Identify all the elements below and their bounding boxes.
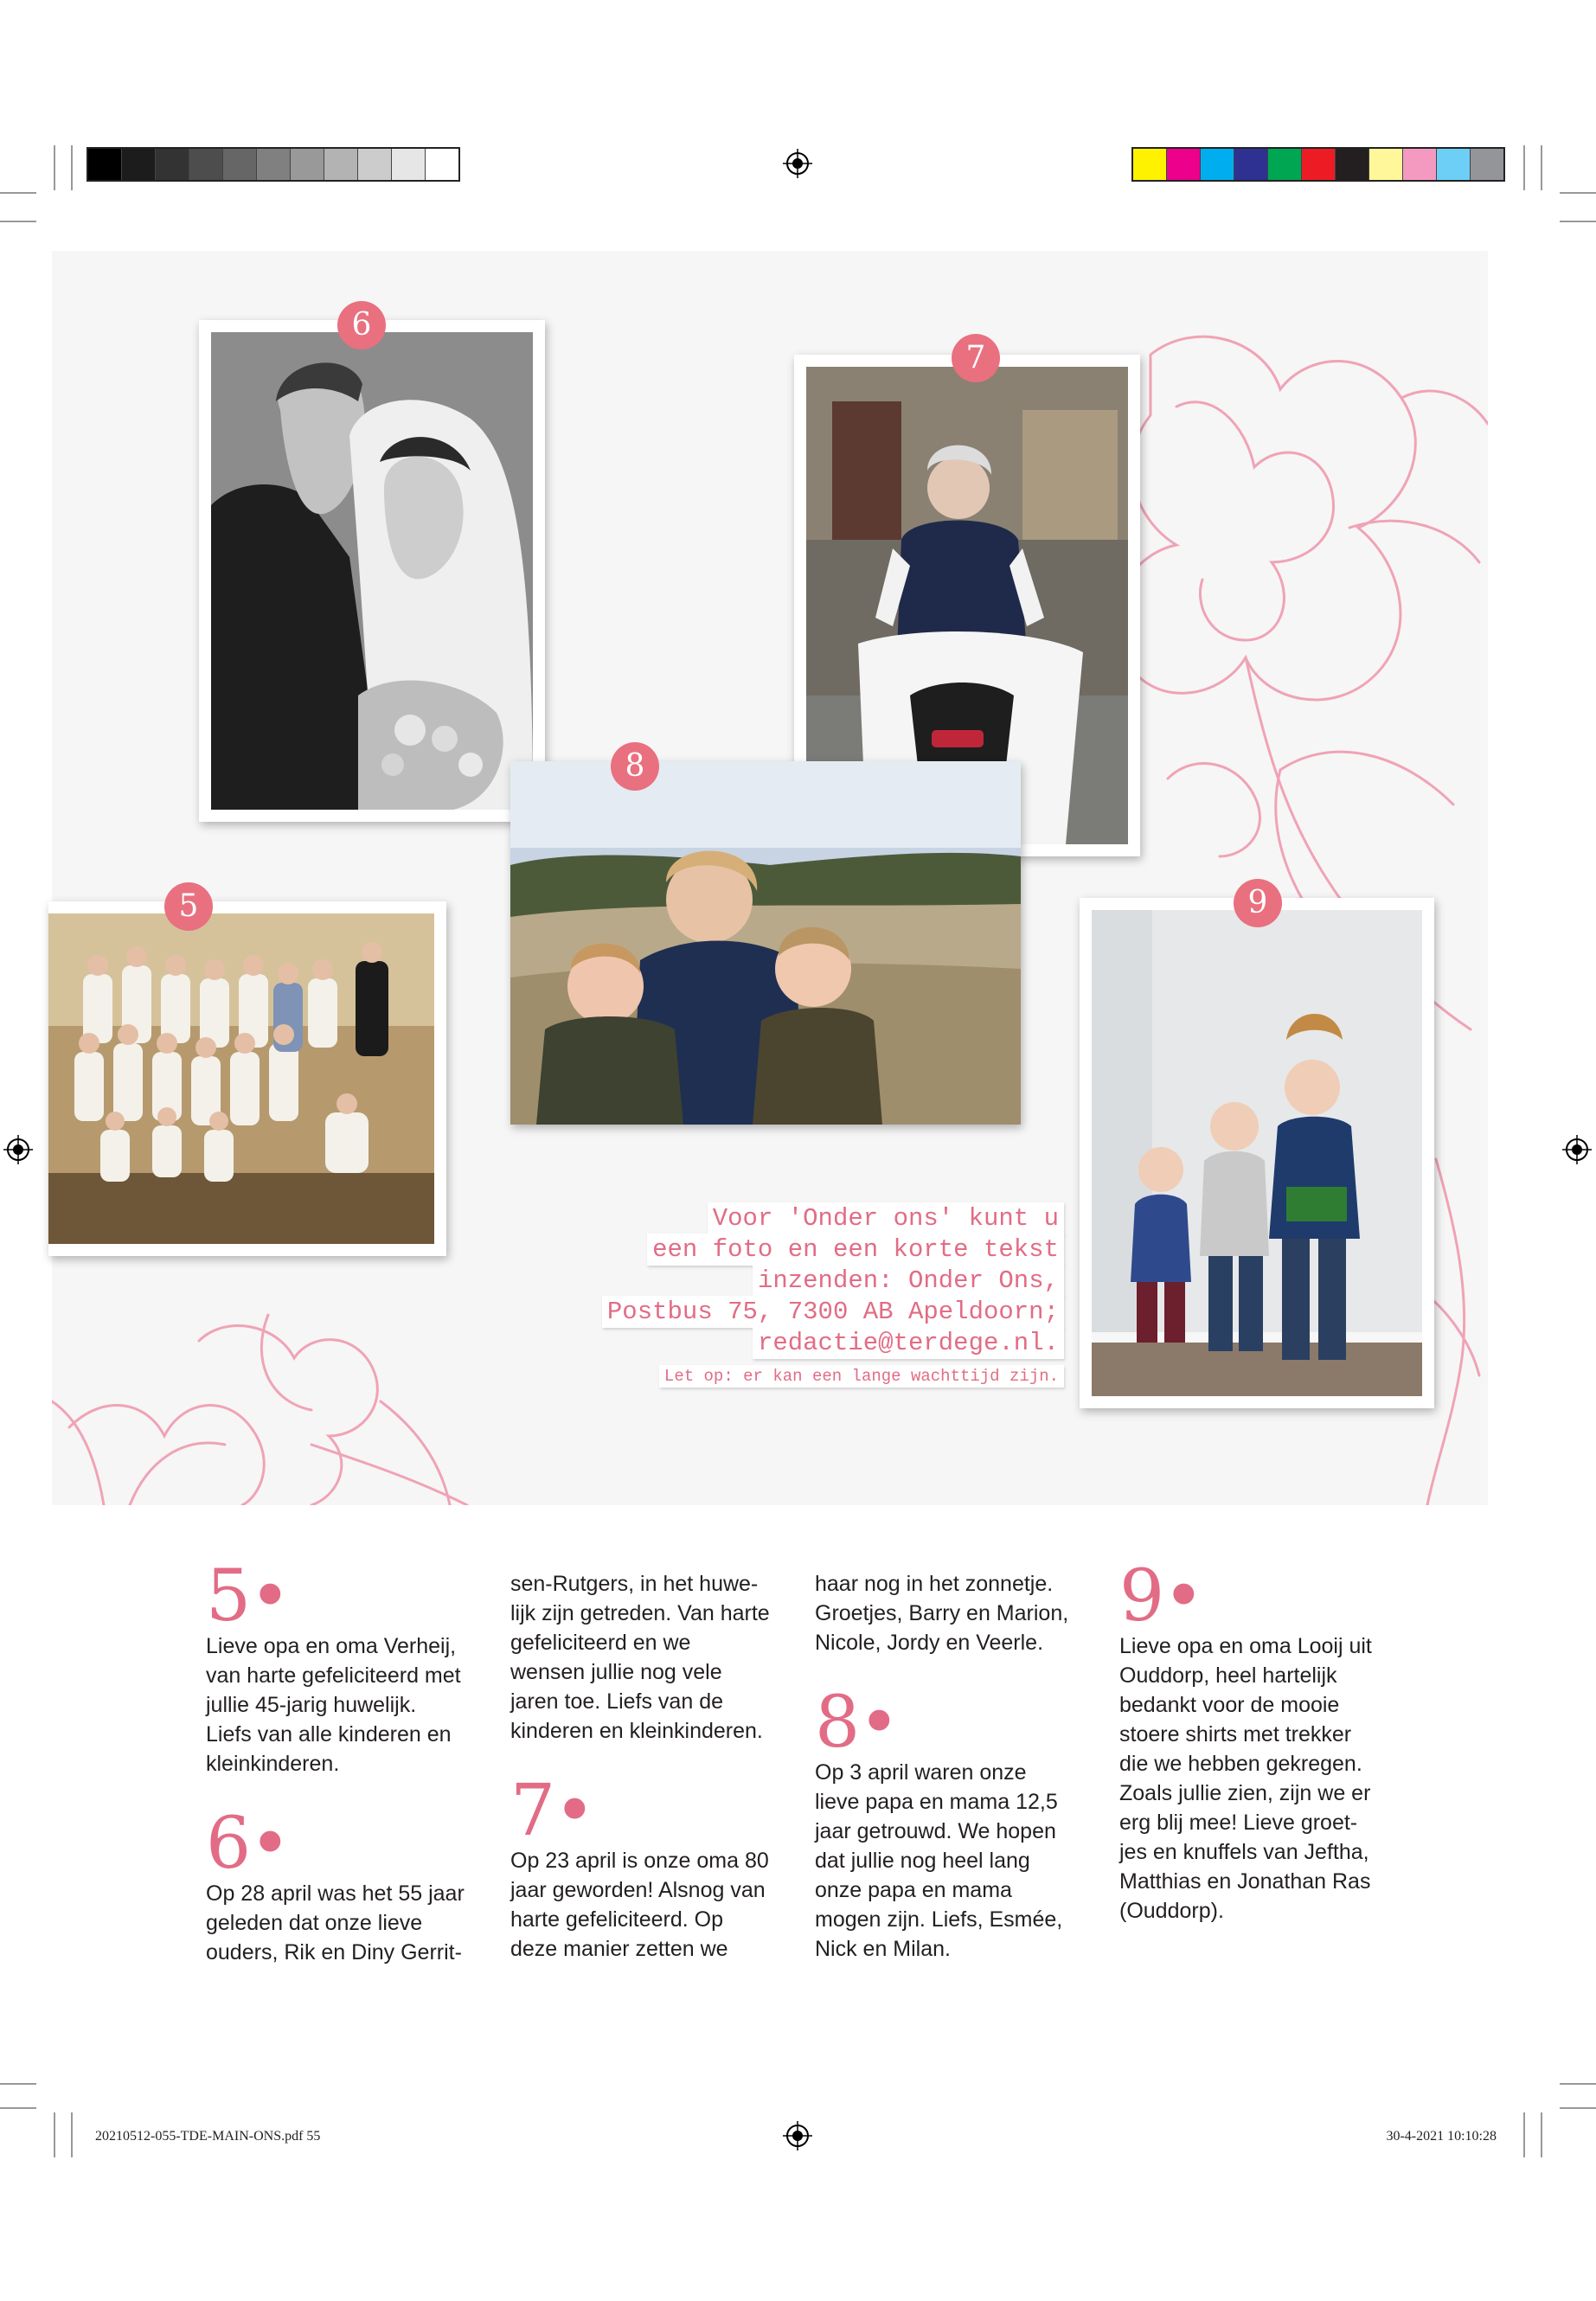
entry-8-text: Op 3 april waren onze lieve papa en mama 12,5 jaar getrouwd. We hopen dat jullie nog heel lang onze papa en mama mogen zijn. Liefs, Esmée, Nick en Milan. xyxy=(815,1760,1063,1961)
photo-collage xyxy=(52,251,1488,1505)
entry-5-number: 5• xyxy=(206,1555,290,1638)
crop-mark xyxy=(71,2112,73,2157)
photo-9-frame xyxy=(1080,898,1434,1408)
children-dunes-photo xyxy=(510,761,1021,1125)
crop-mark xyxy=(1560,221,1596,222)
submission-note-line: een foto en een korte tekst xyxy=(647,1234,1064,1266)
crop-mark xyxy=(0,2107,36,2109)
crop-mark xyxy=(0,192,36,194)
entry-9-text: Lieve opa en oma Looij uit Ouddorp, heel hartelijk bedankt voor de mooie stoere shirts met trekker die we hebben gekregen. Zoals jullie zien, zijn we er erg blij mee! Lieve groet-jes en knuffels van Jeftha, Matthias en Jonathan Ras (Ouddorp). xyxy=(1119,1634,1372,1923)
photo-8-frame xyxy=(510,761,1021,1125)
crop-mark xyxy=(1541,2112,1542,2157)
entry-6-number: 6• xyxy=(206,1803,290,1885)
entry-7-text: Op 23 april is onze oma 80 jaar geworden! Alsnog van harte gefeliciteerd. Op deze manier zetten we xyxy=(510,1849,769,1961)
submission-note-line: Postbus 75, 7300 AB Apeldoorn; xyxy=(602,1296,1064,1328)
registration-mark-icon xyxy=(783,149,812,178)
crop-mark xyxy=(54,2112,55,2157)
photo-6-badge: 6 xyxy=(337,301,386,349)
entry-6-text: Op 28 april was het 55 jaar geleden dat onze lieve ouders, Rik en Diny Gerrit- xyxy=(206,1881,465,1965)
column-2 xyxy=(510,1569,770,1964)
entry-7-text-continued: haar nog in het zonnetje. Groetjes, Barry en Marion, Nicole, Jordy en Veerle. xyxy=(815,1572,1069,1655)
crop-mark xyxy=(0,2083,36,2085)
submission-note-email: redactie@terdege.nl. xyxy=(753,1327,1064,1359)
crop-mark xyxy=(1523,2112,1525,2157)
crop-mark xyxy=(0,221,36,222)
photo-5-frame xyxy=(48,901,446,1256)
wedding-photo xyxy=(211,332,533,810)
process-color-bar xyxy=(1131,147,1505,182)
crop-mark xyxy=(1523,145,1525,190)
crop-mark xyxy=(1560,192,1596,194)
family-group-photo xyxy=(48,913,434,1244)
crop-mark xyxy=(1541,145,1542,190)
entry-9-number: 9• xyxy=(1119,1555,1203,1638)
entry-7-number: 7• xyxy=(510,1770,594,1852)
entry-6-text-continued: sen-Rutgers, in het huwe-lijk zijn getreden. Van harte gefeliciteerd en we wensen jullie nog vele jaren toe. Liefs van de kinderen en kleinkinderen. xyxy=(510,1572,770,1743)
crop-mark xyxy=(71,145,73,190)
column-1 xyxy=(206,1555,465,1967)
registration-mark-icon xyxy=(1562,1135,1592,1164)
entry-8-number: 8• xyxy=(815,1682,899,1764)
crop-mark xyxy=(1560,2083,1596,2085)
crop-mark xyxy=(1560,2107,1596,2109)
column-4 xyxy=(1119,1555,1379,1926)
registration-mark-icon xyxy=(783,2121,812,2150)
crop-mark xyxy=(54,145,55,190)
entry-5-text: Lieve opa en oma Verheij, van harte gefeliciteerd met jullie 45-jarig huwelijk. Liefs van alle kinderen en kleinkinderen. xyxy=(206,1634,461,1776)
registration-mark-icon xyxy=(3,1135,33,1164)
column-3 xyxy=(815,1569,1074,1964)
footer-filename: 20210512-055-TDE-MAIN-ONS.pdf 55 xyxy=(95,2129,321,2144)
photo-7-badge: 7 xyxy=(952,334,1000,382)
photo-8-badge: 8 xyxy=(611,742,659,791)
photo-6-frame xyxy=(199,320,545,822)
photo-5-badge: 5 xyxy=(164,882,213,931)
submission-note xyxy=(519,1202,1064,1479)
submission-note-warning: Let op: er kan een lange wachttijd zijn. xyxy=(659,1365,1064,1388)
submission-note-line: inzenden: Onder Ons, xyxy=(753,1265,1064,1297)
footer-timestamp: 30-4-2021 10:10:28 xyxy=(1386,2129,1497,2144)
submission-note-line: Voor 'Onder ons' kunt u xyxy=(708,1202,1064,1234)
boys-tractor-shirts-photo xyxy=(1092,910,1422,1396)
photo-9-badge: 9 xyxy=(1234,879,1282,927)
grayscale-color-bar xyxy=(87,147,460,182)
